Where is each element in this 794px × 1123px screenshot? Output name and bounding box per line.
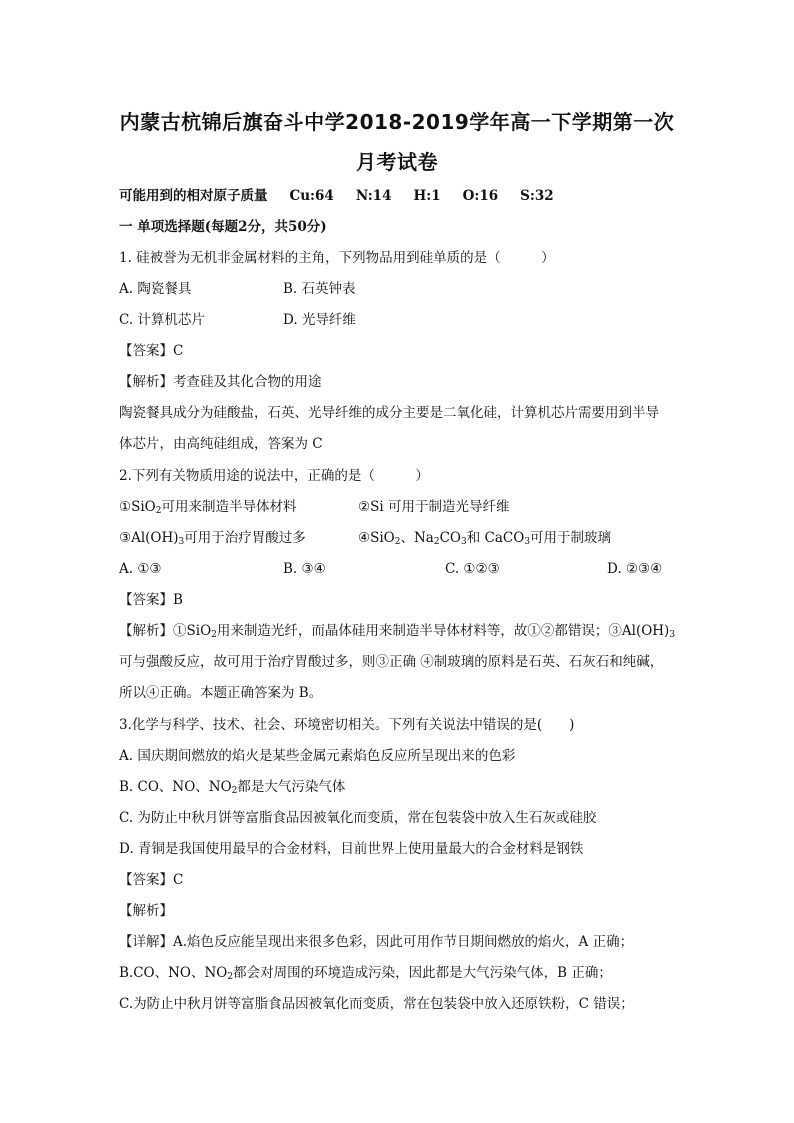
atomic-mass-label: 可能用到的相对原子质量 [119, 188, 268, 204]
q2-explanation-1: 【解析】①SiO$_2$用来制造光纤，而晶体硅用来制造半导体材料等，故①②都错误；$③Al(OH)_3$ [119, 623, 676, 640]
mass-o: O:16 [462, 188, 499, 204]
q2-statements-34 [119, 528, 611, 552]
q2-option-d: D. ②③④ [607, 561, 663, 577]
q3-detail-1: 【详解】A.焰色反应能呈现出来很多色彩，因此可用作节日期间燃放的焰火，A 正确； [119, 934, 634, 950]
q1-explanation-1: 陶瓷餐具成分为硅酸盐，石英、光导纤维的成分主要是二氧化硅，计算机芯片需要用到半导 [119, 405, 659, 421]
q1-option-c: C. 计算机芯片 [119, 312, 205, 328]
q2-statement-3: $③Al(OH)_3$可用于治疗胃酸过多 [119, 530, 306, 547]
q3-analysis: 【解析】 [119, 903, 173, 919]
mass-cu: Cu:64 [289, 188, 334, 204]
q2-statement-2: ②Si 可用于制造光导纤维 [358, 499, 510, 515]
q1-analysis: 【解析】考查硅及其化合物的用途 [119, 374, 322, 390]
atomic-mass-line [119, 186, 576, 206]
q2-statements-12 [119, 497, 509, 521]
q1-option-a: A. 陶瓷餐具 [119, 281, 192, 297]
q1-option-d: D. 光导纤维 [283, 312, 356, 328]
q2-option-b: B. ③④ [283, 561, 326, 577]
q2-statement-1: ①SiO$_2$可用来制造半导体材料 [119, 499, 297, 516]
title-line-2: 月考试卷 [356, 150, 438, 174]
q2-option-a: A. ①③ [119, 561, 162, 577]
mass-h: H:1 [413, 188, 441, 204]
q3-detail-3: C.为防止中秋月饼等富脂食品因被氧化而变质，常在包装袋中放入还原铁粉，C 错误； [119, 996, 634, 1012]
q2-statement-4: ④SiO$_2$、$Na_2CO_3$和 CaCO$_3$可用于制玻璃 [358, 530, 612, 547]
q2-stem: 2.下列有关物质用途的说法中，正确的是（ ） [119, 468, 429, 484]
q1-explanation-2: 体芯片，由高纯硅组成，答案为 C [119, 436, 323, 452]
q1-stem: 1. 硅被誉为无机非金属材料的主角，下列物品用到硅单质的是（ ） [119, 250, 555, 266]
q3-option-a: A. 国庆期间燃放的焰火是某些金属元素焰色反应所呈现出来的色彩 [119, 748, 516, 764]
mass-s: S:32 [520, 188, 554, 204]
q2-explanation-2: 可与强酸反应，故可用于治疗胃酸过多，则③正确 ④制玻璃的原料是石英、石灰石和纯碱， [119, 654, 664, 670]
q3-stem: 3.化学与科学、技术、社会、环境密切相关。下列有关说法中错误的是( ) [119, 717, 575, 733]
q3-option-c: C. 为防止中秋月饼等富脂食品因被氧化而变质，常在包装袋中放入生石灰或硅胶 [119, 810, 597, 826]
q3-answer: 【答案】C [119, 872, 184, 888]
q3-detail-2: B.CO、NO、$NO_2$都会对周围的环境造成污染，因此都是大气污染气体，B 正确； [119, 965, 612, 982]
section-heading: 一 单项选择题(每题2分，共50分) [119, 219, 327, 235]
q3-option-d: D. 青铜是我国使用最早的合金材料，目前世界上使用量最大的合金材料是钢铁 [119, 841, 584, 857]
q1-answer: 【答案】C [119, 343, 184, 359]
q1-options-cd [119, 310, 356, 330]
q2-answer: 【答案】B [119, 592, 183, 608]
q1-options-ab [119, 279, 356, 299]
mass-n: N:14 [355, 188, 392, 204]
q2-option-c: C. ①②③ [445, 561, 500, 577]
q3-option-b: B. CO、NO、$NO_2$都是大气污染气体 [119, 779, 346, 796]
q2-explanation-3: 所以④正确。本题正确答案为 B。 [119, 685, 323, 701]
q2-options [119, 559, 662, 579]
title-line-1: 内蒙古杭锦后旗奋斗中学2018-2019学年高一下学期第一次 [119, 110, 675, 134]
q1-option-b: B. 石英钟表 [283, 281, 356, 297]
